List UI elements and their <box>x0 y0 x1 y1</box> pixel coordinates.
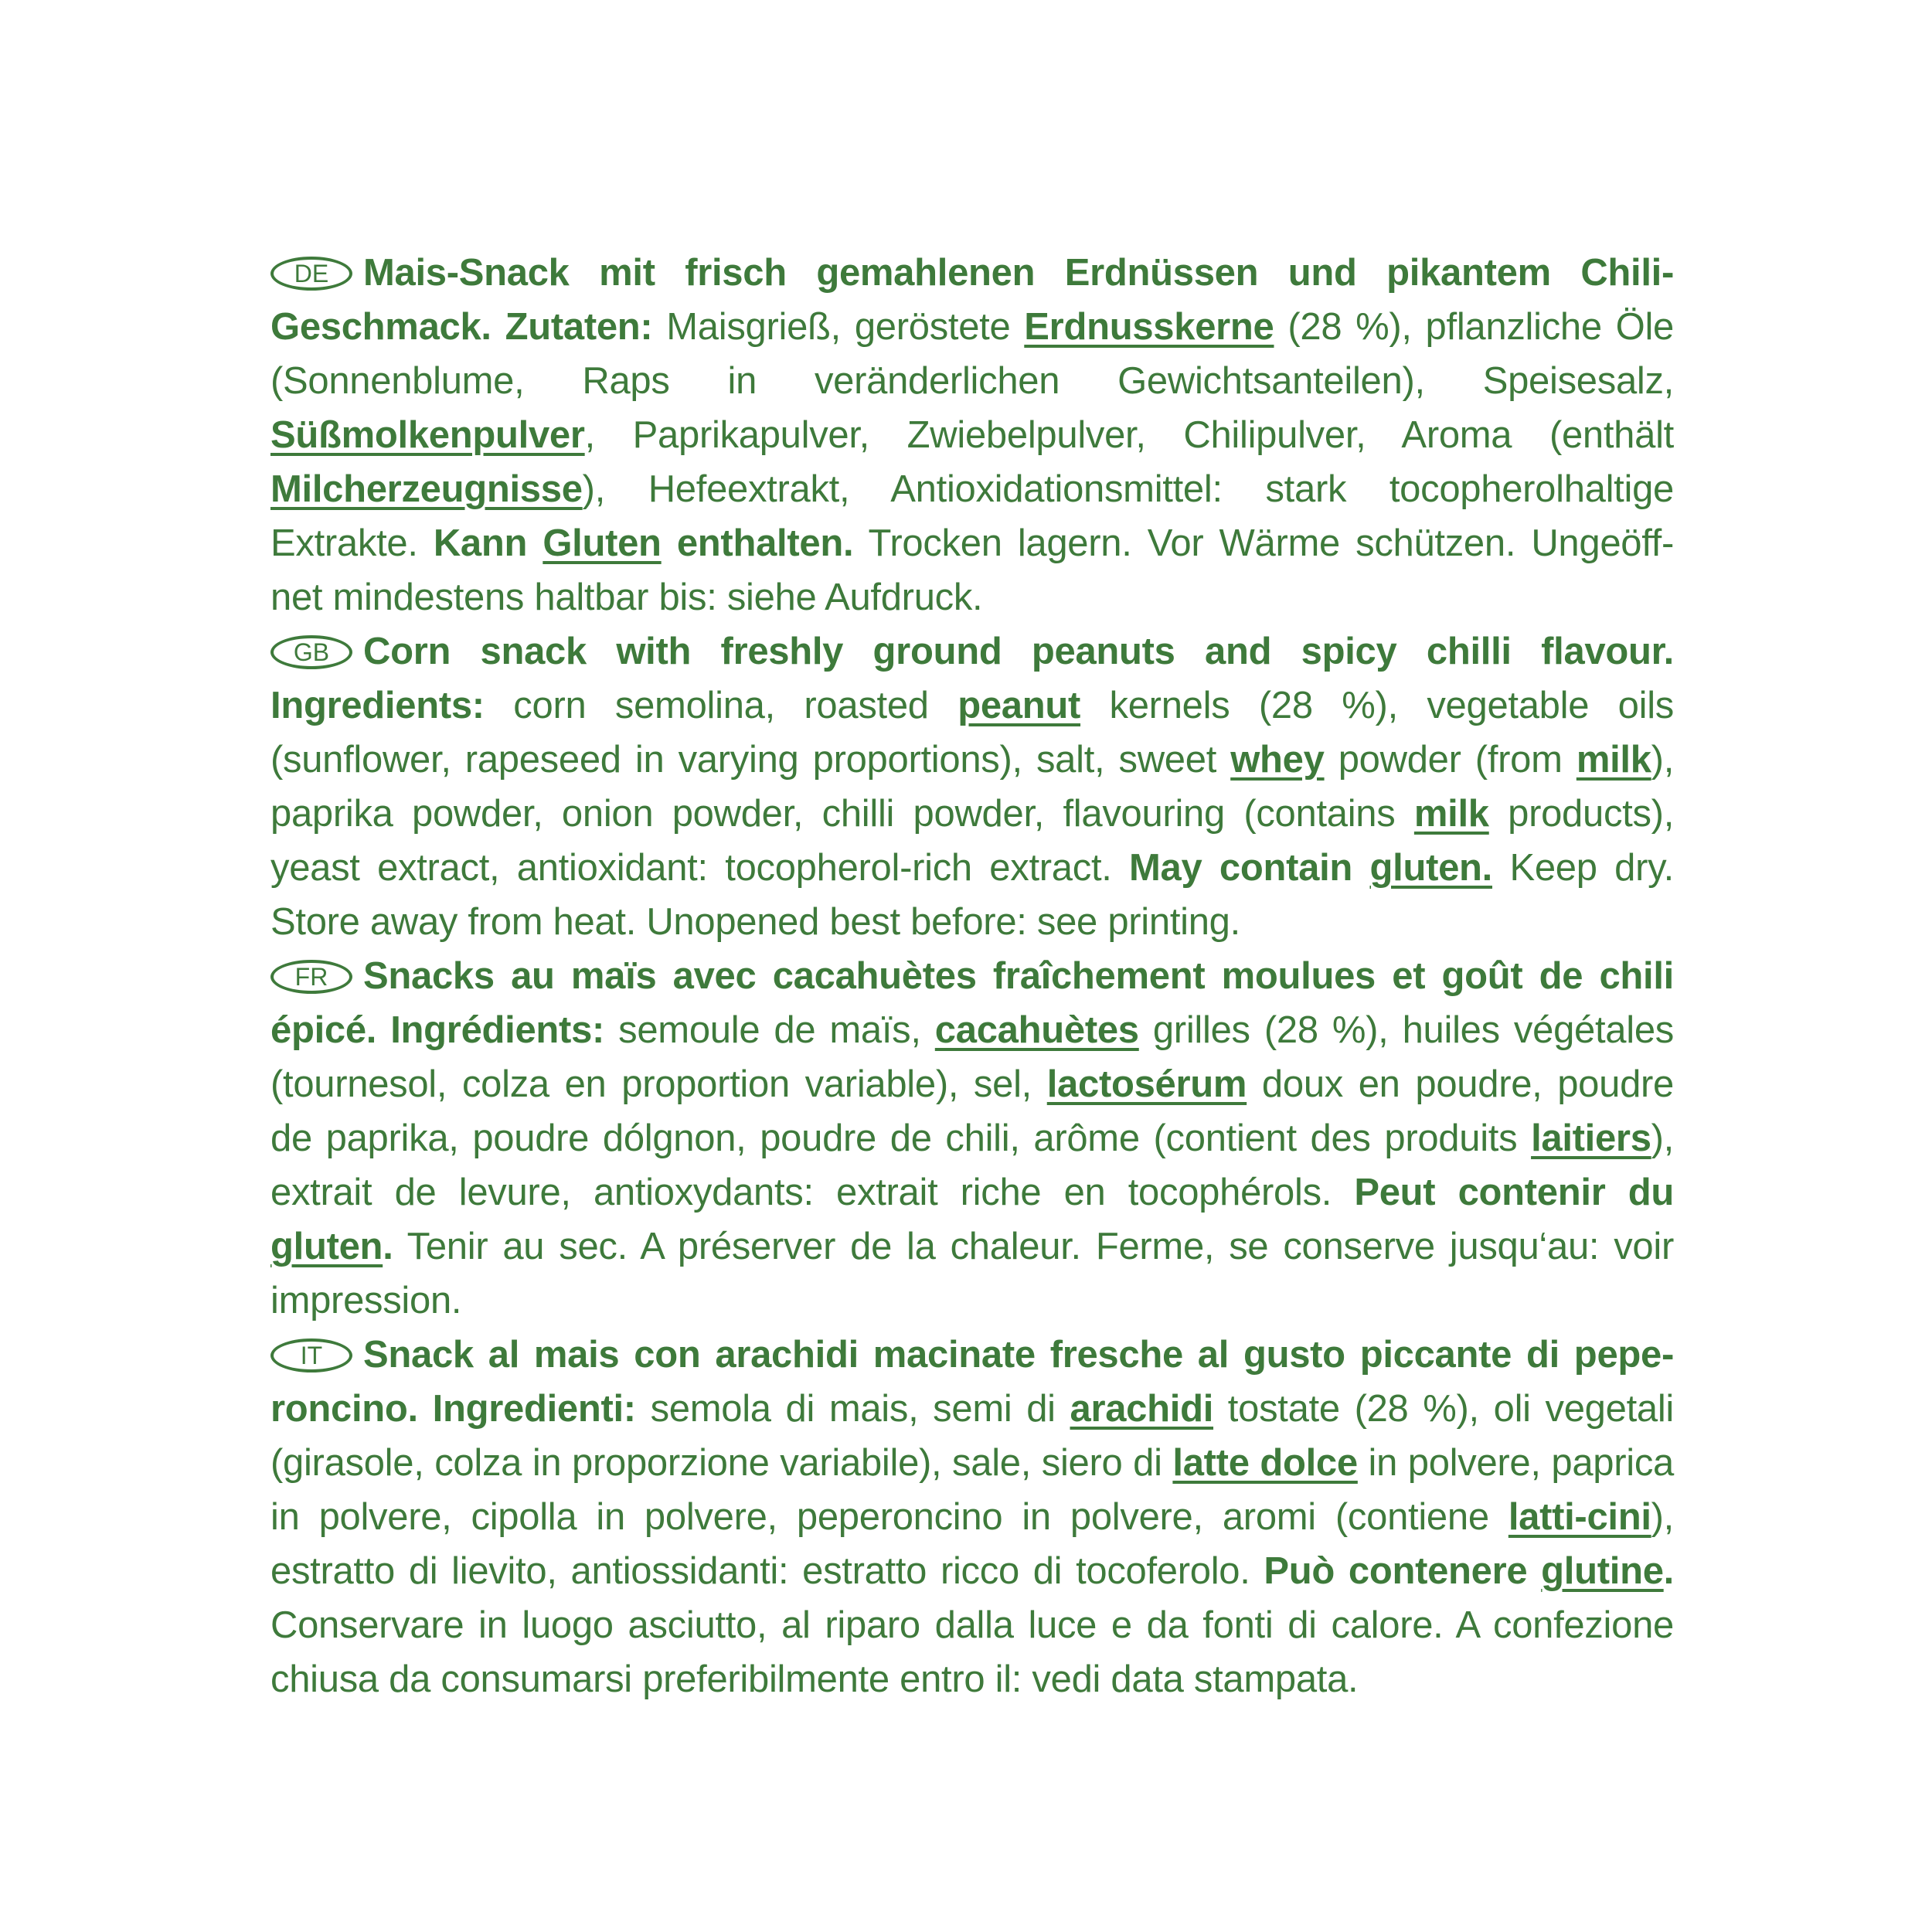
body-text: semoule de maïs, <box>604 1009 935 1051</box>
allergen-text: whey <box>1230 739 1325 781</box>
language-badge-it: IT <box>270 1338 352 1372</box>
bold-text: Mais-Snack mit frisch gemahlenen Erdnüssen und pikantem Chili-Geschmack. Zutaten: <box>270 252 1674 348</box>
allergen-text: gluten. <box>1369 847 1492 889</box>
body-text: doux en poudre, poudre de paprika, poudre dólgnon, poudre de chili, arôme (contient des produits <box>270 1063 1674 1159</box>
bold-text: Snacks au maïs avec cacahuètes fraîchement moulues et goût de chili épicé. Ingrédients: <box>270 955 1674 1051</box>
body-text: Conservare in luogo asciutto, al riparo dalla luce e da fonti di calore. A confezione chiusa da consumarsi preferibilmente entro il: vedi data stampata. <box>270 1604 1674 1700</box>
ingredients-label <box>270 246 1674 1706</box>
body-text: corn semolina, roasted <box>484 685 958 726</box>
section-de <box>270 246 1674 624</box>
body-text: ), paprika powder, onion powder, chilli powder, flavouring (contains <box>270 739 1675 835</box>
bold-text: Può contenere <box>1264 1550 1542 1592</box>
bold-text: . <box>383 1226 393 1267</box>
language-badge-de: DE <box>270 257 352 291</box>
body-text: Maisgrieß, geröstete <box>652 306 1025 348</box>
bold-text: enthalten. <box>661 522 854 564</box>
bold-text: Snack al mais con arachidi macinate fresche al gusto piccante di pepe-roncino. Ingredienti: <box>270 1334 1674 1430</box>
allergen-text: Milcherzeugnisse <box>270 468 583 510</box>
bold-text: Kann <box>433 522 543 564</box>
allergen-text: Erdnusskerne <box>1024 306 1274 348</box>
section-it <box>270 1328 1674 1706</box>
body-text: (28 %), pflanzliche Öle (Sonnenblume, Raps in veränderlichen Gewichtsanteilen), Speisesalz, <box>270 306 1674 402</box>
allergen-text: latte dolce <box>1172 1442 1358 1484</box>
allergen-text: milk <box>1576 739 1651 781</box>
bold-text: . <box>1663 1550 1674 1592</box>
body-text: Tenir au sec. A préserver de la chaleur. Ferme, se conserve jusqu‘au: voir impression. <box>270 1226 1674 1321</box>
allergen-text: glutine <box>1541 1550 1664 1592</box>
body-text: grilles (28 %), huiles végétales (tournesol, colza en proportion variable), sel, <box>270 1009 1674 1105</box>
language-badge-fr: FR <box>270 960 352 994</box>
allergen-text: cacahuètes <box>934 1009 1139 1051</box>
allergen-text: lactosérum <box>1046 1063 1247 1105</box>
section-fr <box>270 949 1674 1328</box>
allergen-text: laitiers <box>1531 1117 1651 1159</box>
allergen-text: latti-cini <box>1508 1496 1651 1538</box>
body-text: , Paprikapulver, Zwiebelpulver, Chilipulver, Aroma (enthält <box>584 414 1674 456</box>
allergen-text: peanut <box>957 685 1081 726</box>
allergen-text: milk <box>1413 793 1489 835</box>
section-gb <box>270 624 1674 949</box>
bold-text: Corn snack with freshly ground peanuts and spicy chilli flavour. Ingredients: <box>270 631 1674 726</box>
body-text: ), estratto di lievito, antiossidanti: estratto ricco di tocoferolo. <box>270 1496 1674 1592</box>
body-text: kernels (28 %), vegetable oils (sunflower, rapeseed in varying proportions), salt, sweet <box>270 685 1674 781</box>
language-badge-gb: GB <box>270 635 352 669</box>
bold-text: May contain <box>1129 847 1370 889</box>
body-text: Trocken lagern. Vor Wärme schützen. Ungeöff-net mindestens haltbar bis: siehe Aufdruck. <box>270 522 1674 618</box>
allergen-text: gluten <box>270 1226 383 1267</box>
body-text: Keep dry. Store away from heat. Unopened best before: see printing. <box>270 847 1674 943</box>
body-text: in polvere, paprica in polvere, cipolla in polvere, peperoncino in polvere, aromi (contiene <box>270 1442 1674 1538</box>
body-text: ), extrait de levure, antioxydants: extrait riche en tocophérols. <box>270 1117 1674 1213</box>
body-text: products), yeast extract, antioxidant: tocopherol-rich extract. <box>270 793 1675 889</box>
allergen-text: Gluten <box>543 522 662 564</box>
body-text: powder (from <box>1324 739 1577 781</box>
bold-text: Peut contenir du <box>1354 1172 1674 1213</box>
body-text: ), Hefeextrakt, Antioxidationsmittel: stark tocopherolhaltige Extrakte. <box>270 468 1674 564</box>
body-text: tostate (28 %), oli vegetali (girasole, colza in proporzione variabile), sale, siero di <box>270 1388 1675 1484</box>
allergen-text: Süßmolkenpulver <box>270 414 585 456</box>
allergen-text: arachidi <box>1070 1388 1214 1430</box>
body-text: semola di mais, semi di <box>635 1388 1070 1430</box>
